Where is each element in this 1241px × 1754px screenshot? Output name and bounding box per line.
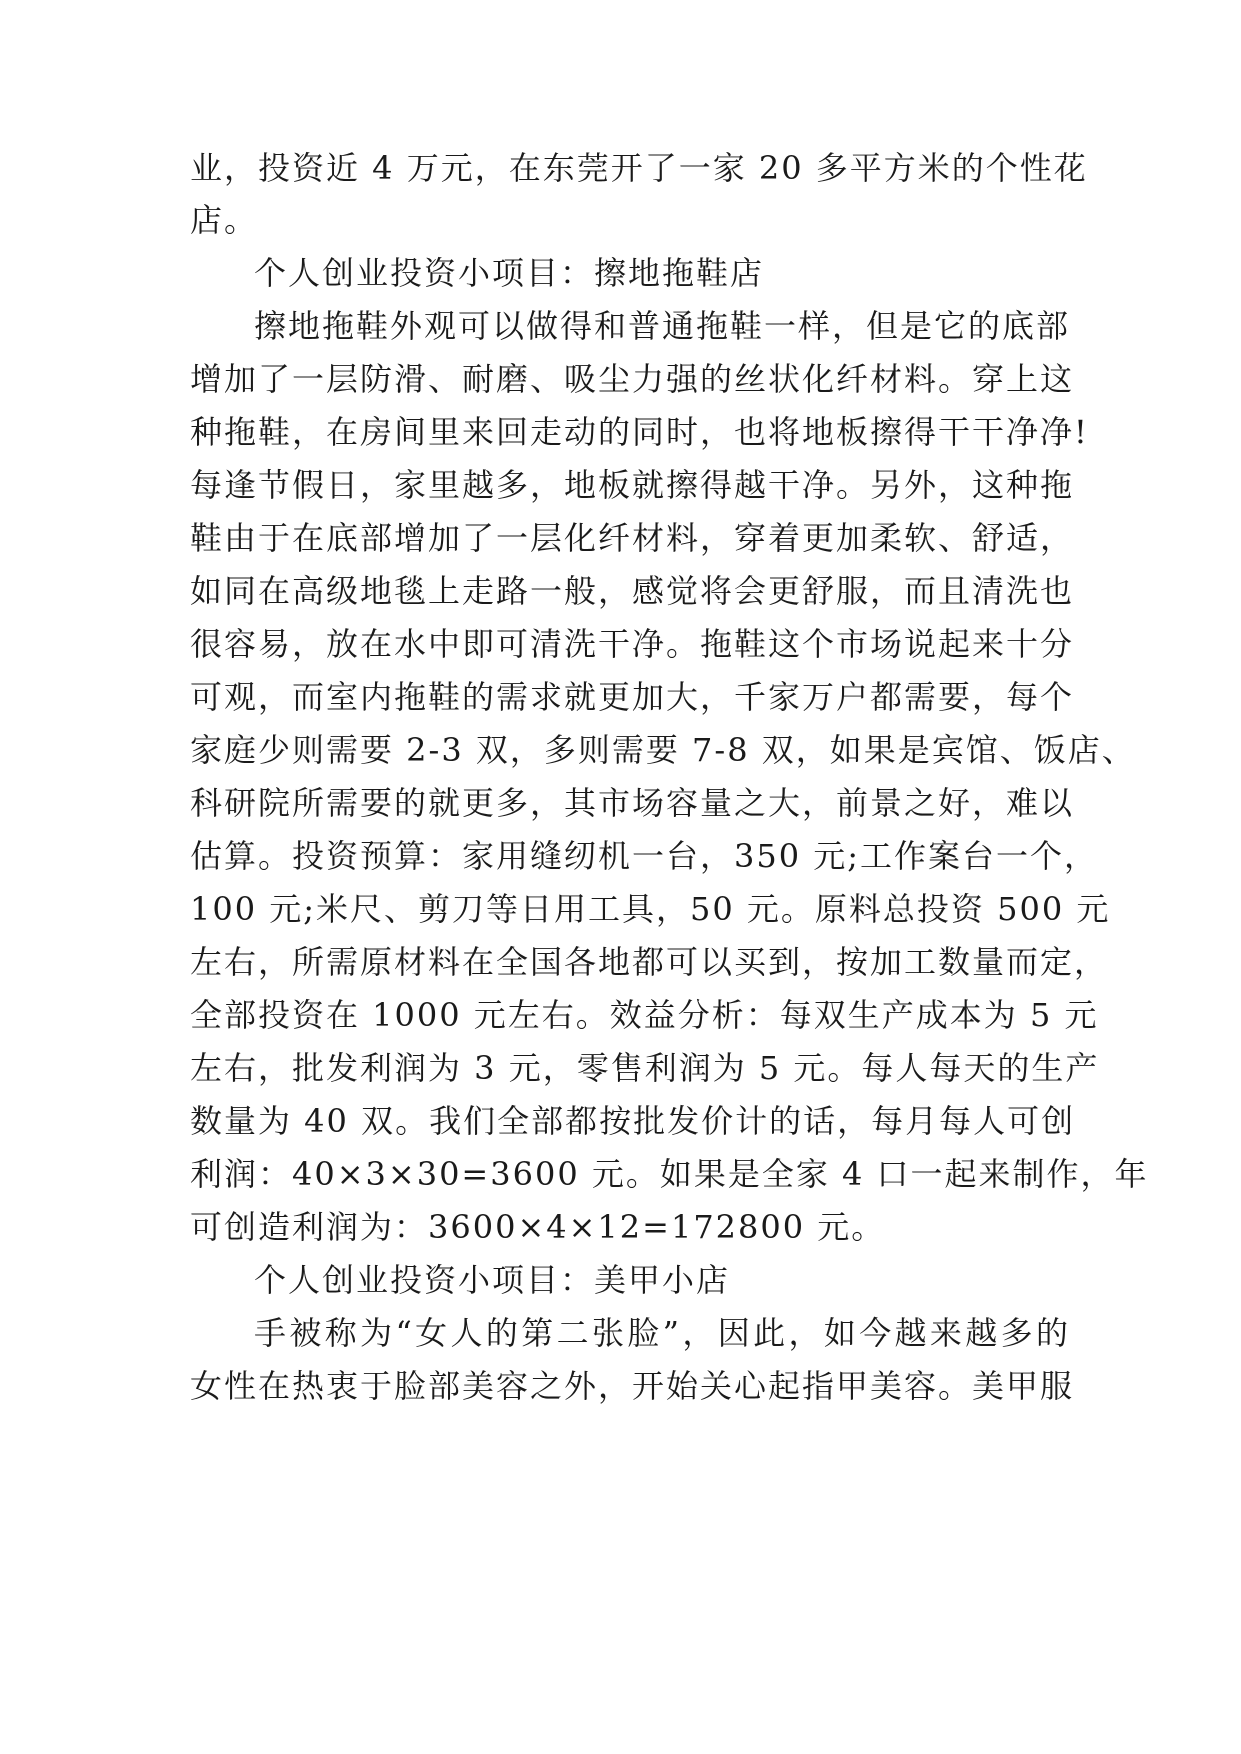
text-line: 全部投资在 1000 元左右。效益分析：每双生产成本为 5 元 [190,996,1099,1034]
text-line: 增加了一层防滑、耐磨、吸尘力强的丝状化纤材料。穿上这 [190,360,1075,398]
text-line: 擦地拖鞋外观可以做得和普通拖鞋一样，但是它的底部 [254,307,1071,345]
text-line: 左右，所需原材料在全国各地都可以买到，按加工数量而定， [190,943,1109,981]
text-line: 可创造利润为：3600×4×12=172800 元。 [190,1208,886,1246]
text-line: 每逢节假日，家里越多，地板就擦得越干净。另外，这种拖 [190,466,1075,504]
text-line: 手被称为“女人的第二张脸”，因此，如今越来越多的 [254,1314,1070,1352]
text-line: 业，投资近 4 万元，在东莞开了一家 20 多平方米的个性花 [190,149,1088,187]
text-line: 鞋由于在底部增加了一层化纤材料，穿着更加柔软、舒适， [190,519,1075,557]
text-line: 100 元;米尺、剪刀等日用工具，50 元。原料总投资 500 元 [190,890,1111,928]
text-line: 如同在高级地毯上走路一般，感觉将会更舒服，而且清洗也 [190,572,1075,610]
text-line: 利润：40×3×30=3600 元。如果是全家 4 口一起来制作，年 [190,1155,1149,1193]
text-line: 很容易，放在水中即可清洗干净。拖鞋这个市场说起来十分 [190,625,1075,663]
text-line: 女性在热衷于脸部美容之外，开始关心起指甲美容。美甲服 [190,1367,1075,1405]
text-line: 可观，而室内拖鞋的需求就更加大，千家万户都需要，每个 [190,678,1075,716]
text-line: 科研院所需要的就更多，其市场容量之大，前景之好，难以 [190,784,1075,822]
text-line: 数量为 40 双。我们全部都按批发价计的话，每月每人可创 [190,1102,1076,1140]
text-line: 家庭少则需要 2-3 双，多则需要 7-8 双，如果是宾馆、饭店、 [190,731,1136,769]
text-line: 左右，批发利润为 3 元，零售利润为 5 元。每人每天的生产 [190,1049,1100,1087]
text-line: 种拖鞋，在房间里来回走动的同时，也将地板擦得干干净净! [190,413,1089,451]
text-line: 估算。投资预算：家用缝纫机一台，350 元;工作案台一个， [190,837,1099,875]
section-heading: 个人创业投资小项目：美甲小店 [254,1261,731,1299]
section-heading: 个人创业投资小项目：擦地拖鞋店 [254,254,765,292]
text-line: 店。 [190,201,259,239]
